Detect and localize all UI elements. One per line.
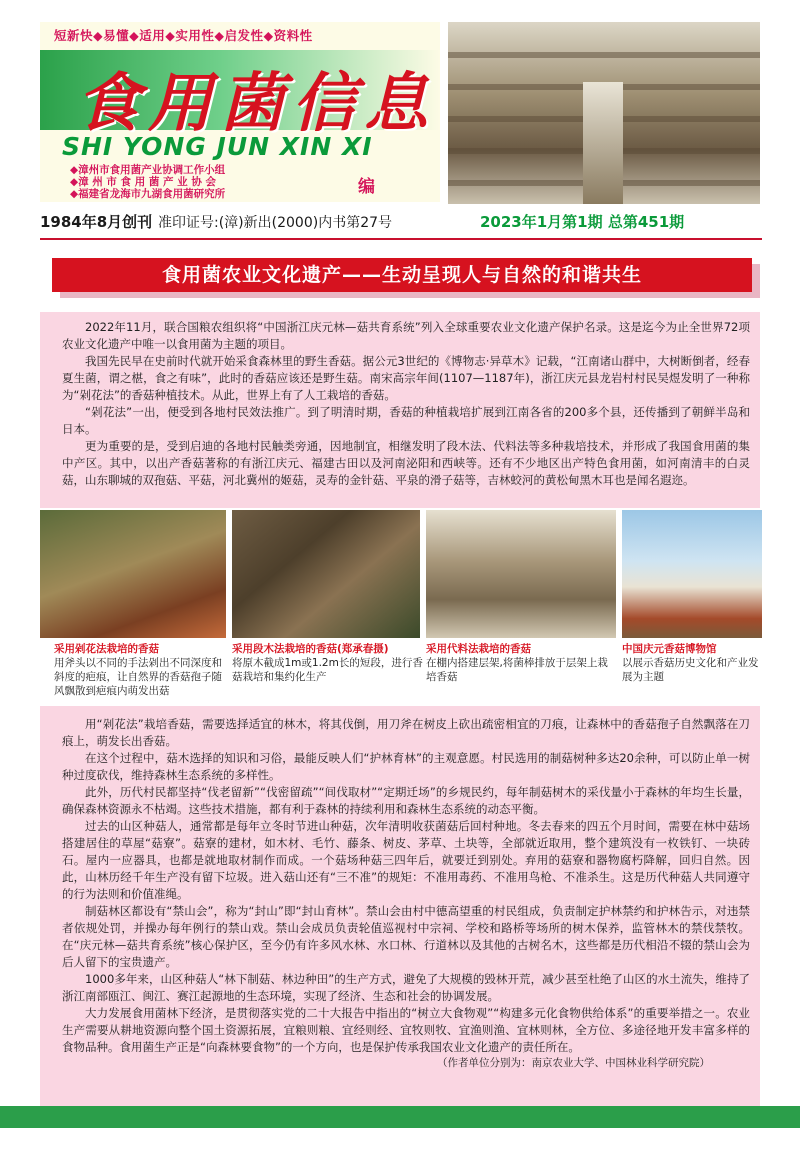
caption-title: 采用段木法栽培的香菇(郑承春摄) [232,643,389,655]
caption-desc: 用斧头以不同的手法剁出不同深度和斜度的疤痕，让自然界的香菇孢子随风飘散到疤痕内萌发出菇 [54,657,222,697]
caption-desc: 将原木截成1m或1.2m长的短段，进行香菇栽培和集约化生产 [232,657,423,683]
author-note: （作者单位分别为：南京农业大学、中国林业科学研究院） [437,1057,710,1069]
paragraph: 用“剁花法”栽培香菇，需要选择适宜的林木，将其伐倒，用刀斧在树皮上砍出疏密相宜的刀痕，让森林中的香菇孢子自然飘落在刀痕上，萌发长出香菇。 [62,717,750,748]
intro-box [40,312,760,508]
paragraph: 过去的山区种菇人，通常都是每年立冬时节进山种菇，次年清明收获菌菇后回村种地。冬去春来的四五个月时间，需要在林中菇场搭建居住的草屋“菇寮”。菇寮的建材，如木材、毛竹、藤条、树皮、茅草、土块等，全部就近取用，整个建筑没有一枚铁钉、一块砖石。屋内一应器具，也都是就地取材制作而成。一个菇场种菇三四年后，就要迁到别处。弃用的菇寮和器物腐朽降解，回归自然。因此，山林历经千年生产没有留下垃圾。进入菇山还有“三不准”的规矩：不准用毒药、不准用鸟枪、不准杀生。这是历代种菇人共同遵守的行为法则和价值准绳。 [62,819,750,901]
paragraph: 我国先民早在史前时代就开始采食森林里的野生香菇。据公元3世纪的《博物志·异草木》记载，“江南诸山群中，大树断倒者，经春夏生菌，谓之椹，食之有味”，此时的香菇应该还是野生菇。南宋高宗年间(1107—1187年)，浙江庆元县龙岩村村民吴煜发明了一种称为“剁花法”的香菇种植技术。从此，世界上有了人工栽培的香菇。 [62,354,750,402]
photo-caption [622,642,762,684]
paragraph: 此外，历代村民都坚持“伐老留新”“伐密留疏”“间伐取材”“定期迁场”的乡规民约，每年制菇树木的采伐量小于森林的年均生长量，确保森林资源永不枯竭。这些技术措施，都有利于森林的持续利用和森林生态系统的动态平衡。 [62,785,750,816]
issue-number: 2023年1月第1期 总第451期 [480,213,685,231]
caption-title: 中国庆元香菇博物馆 [622,643,717,655]
masthead [40,22,440,202]
photo-log-method [232,510,420,638]
intro-text [62,319,750,489]
photo-chopping-method [40,510,226,638]
paragraph: 2022年11月，联合国粮农组织将“中国浙江庆元林—菇共育系统”列入全球重要农业文化遗产保护名录。这是迄今为止全世界72项农业文化遗产中唯一以食用菌为主题的项目。 [62,320,750,351]
org-line: ◆漳 州 市 食 用 菌 产 业 协 会 [70,176,216,188]
shelf-line [448,52,760,58]
newsletter-pinyin: SHI YONG JUN XIN XI [62,132,373,161]
organizations [70,164,225,200]
divider [40,238,762,240]
paragraph: 大力发展食用菌林下经济，是贯彻落实党的二十大报告中指出的“树立大食物观”“构建多元化食物供给体系”的重要举措之一。农业生产需要从耕地资源向整个国土资源拓展，宜粮则粮、宜经则经、宜牧则牧、宜渔则渔、宜林则林，全方位、多途径地开发丰富多样的食物品种。食用菌生产正是“向森林要食物”的一个方向，也是保护传承我国农业文化遗产的责任所在。 [62,1006,750,1054]
permit-number: 准印证号:(漳)新出(2000)内书第27号 [158,215,393,231]
slogan: 短新快◆易懂◆适用◆实用性◆启发性◆资料性 [54,28,313,43]
footer-bar [0,1106,800,1128]
paragraph: 1000多年来，山区种菇人“林下制菇、林边种田”的生产方式，避免了大规模的毁林开荒，减少甚至杜绝了山区的水土流失，维持了浙江南部瓯江、闽江、赛江起源地的生态环境，实现了经济、生态和社会的协调发展。 [62,972,750,1003]
photo-row [40,510,762,702]
photo-caption [426,642,616,684]
body-text [62,716,750,1070]
aisle [583,82,623,204]
paragraph: 制菇林区都设有“禁山会”，称为“封山”即“封山育林”。禁山会由村中德高望重的村民组成，负责制定护林禁约和护林告示，对违禁者依规处罚，并操办每年例行的禁山戏。禁山会成员负责轮值巡视村中宗祠、学校和路桥等场所的树木保养，监管林木的禁伐禁牧。在“庆元林—菇共育系统”核心保护区，至今仍有许多风水林、水口林、行道林以及其他的古树名木，这些都是历代相沿不辍的禁山会为后人留下的宝贵遗产。 [62,904,750,969]
headline-banner [52,258,752,292]
founded-date: 1984年8月创刊 [40,213,153,231]
body-box [40,706,760,1106]
photo-caption [232,642,424,684]
paragraph: 更为重要的是，受到启迪的各地村民触类旁通，因地制宜，相继发明了段木法、代料法等多种栽培技术，并形成了我国食用菌的集中产区。其中，以出产香菇著称的有浙江庆元、福建古田以及河南泌阳和西峡等。还有不少地区出产特色食用菌，如河南清丰的白灵菇，山东聊城的双孢菇、平菇，河北冀州的姬菇，灵寿的金针菇、平泉的滑子菇等，吉林蛟河的黄松甸黑木耳也是闻名遐迩。 [62,439,750,487]
photo-caption [54,642,228,698]
caption-title: 采用代料法栽培的香菇 [426,643,531,655]
info-bar [0,211,800,235]
editor-mark: 编 [358,177,375,197]
caption-desc: 以展示香菇历史文化和产业发展为主题 [622,657,759,683]
org-line: ◆漳州市食用菌产业协调工作小组 [70,164,226,176]
caption-desc: 在棚内搭建层架,将菌棒排放于层架上栽培香菇 [426,657,608,683]
org-line: ◆福建省龙海市九湖食用菌研究所 [70,188,226,200]
headline-text: 食用菌农业文化遗产——生动呈现人与自然的和谐共生 [161,264,642,286]
photo-substitute-method [426,510,616,638]
paragraph: “剁花法”一出，便受到各地村民效法推广。到了明清时期，香菇的种植栽培扩展到江南各省的200多个县，还传播到了朝鲜半岛和日本。 [62,405,750,436]
header-mushroom-shelves-photo [448,22,760,204]
paragraph: 在这个过程中，菇木选择的知识和习俗，最能反映人们“护林育林”的主观意愿。村民选用的制菇树种多达20余种，可以防止单一树种过度砍伐，维持森林生态系统的多样性。 [62,751,750,782]
masthead-header [0,0,800,208]
newsletter-title: 食用菌信息 [76,66,436,141]
photo-museum [622,510,762,638]
caption-title: 采用剁花法栽培的香菇 [54,643,159,655]
